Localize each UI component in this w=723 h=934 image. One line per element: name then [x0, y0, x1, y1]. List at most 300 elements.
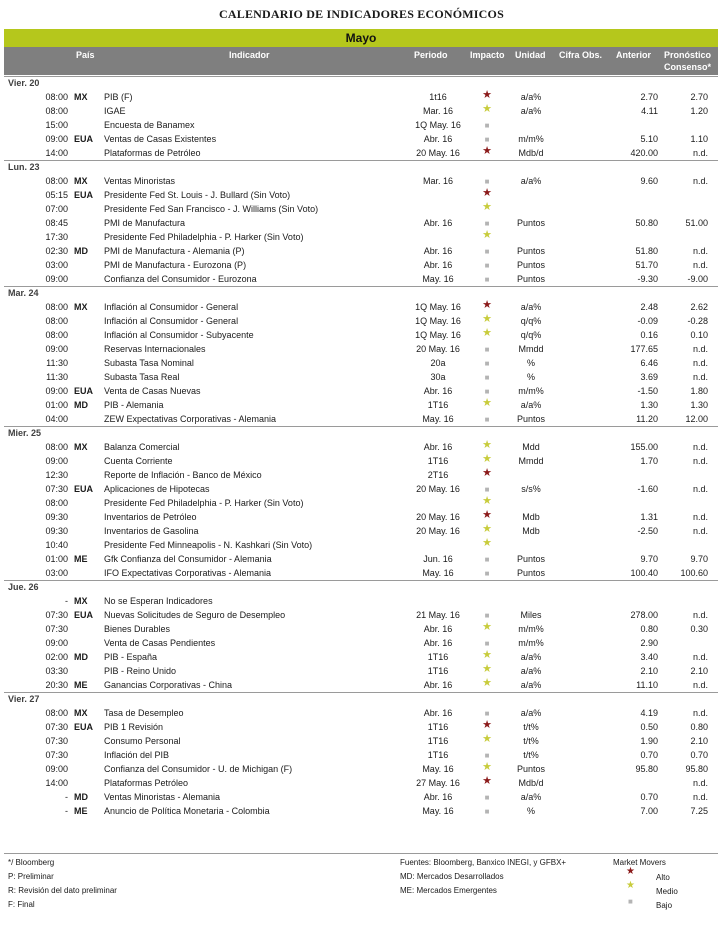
- table-row: [0, 720, 723, 734]
- time-cell: 10:40: [45, 540, 68, 550]
- day-label: Vier. 27: [8, 694, 40, 704]
- day-label: Vier. 20: [8, 78, 40, 88]
- day-divider: [4, 160, 718, 161]
- unit-cell: Puntos: [516, 246, 546, 256]
- country-cell: MX: [74, 708, 88, 718]
- header-anterior: Anterior: [616, 50, 652, 60]
- time-cell: -: [65, 792, 68, 802]
- unit-cell: Mmdd: [518, 344, 544, 354]
- header-pronostico: Pronóstico: [664, 50, 712, 60]
- page-title: CALENDARIO DE INDICADORES ECONÓMICOS: [219, 7, 504, 21]
- forecast-cell: 0.70: [690, 750, 708, 760]
- country-cell: EUA: [74, 610, 94, 620]
- unit-cell: Mdd: [522, 442, 540, 452]
- country-cell: MD: [74, 792, 88, 802]
- unit-cell: Puntos: [516, 274, 546, 284]
- table-row: [0, 804, 723, 818]
- day-section-header: [0, 286, 723, 300]
- table-row: [0, 468, 723, 482]
- calendar-table: [0, 76, 723, 818]
- time-cell: 11:30: [46, 358, 68, 368]
- indicator-cell: ZEW Expectativas Corporativas - Alemania: [104, 414, 277, 424]
- forecast-cell: n.d.: [692, 652, 708, 662]
- header-indicador: Indicador: [229, 50, 270, 60]
- impact-medium-star-icon: ★: [482, 649, 492, 661]
- table-row: [0, 790, 723, 804]
- impact-low-square-icon: ■: [484, 345, 490, 354]
- period-cell: 21 May. 16: [416, 610, 460, 620]
- indicator-cell: Venta de Casas Pendientes: [104, 638, 216, 648]
- period-cell: 27 May. 16: [416, 778, 460, 788]
- time-cell: 09:00: [45, 638, 68, 648]
- forecast-cell: 2.62: [690, 302, 708, 312]
- impact-low-square-icon: ■: [484, 793, 490, 802]
- table-row: [0, 356, 723, 370]
- previous-cell: 9.60: [640, 176, 658, 186]
- country-cell: MX: [74, 442, 88, 452]
- time-cell: 08:00: [45, 106, 68, 116]
- indicator-cell: PMI de Manufactura - Alemania (P): [104, 246, 245, 256]
- previous-cell: 0.70: [640, 792, 658, 802]
- unit-cell: t/t%: [523, 736, 539, 746]
- table-row: [0, 608, 723, 622]
- impact-low-square-icon: ■: [484, 261, 490, 270]
- indicator-cell: PMI de Manufactura: [104, 218, 186, 228]
- period-cell: 20 May. 16: [416, 344, 460, 354]
- period-cell: Jun. 16: [423, 554, 453, 564]
- indicator-cell: Subasta Tasa Nominal: [104, 358, 194, 368]
- forecast-cell: n.d.: [692, 526, 708, 536]
- impact-low-square-icon: ■: [484, 807, 490, 816]
- forecast-cell: n.d.: [692, 358, 708, 368]
- unit-cell: a/a%: [520, 106, 542, 116]
- impact-low-square-icon: ■: [484, 555, 490, 564]
- previous-cell: 1.90: [640, 736, 658, 746]
- indicator-cell: Presidente Fed St. Louis - J. Bullard (Sin Voto): [104, 190, 291, 200]
- period-cell: Abr. 16: [423, 442, 453, 452]
- period-cell: 20a: [430, 358, 446, 368]
- time-cell: 14:00: [45, 148, 68, 158]
- day-section-header: [0, 160, 723, 174]
- indicator-cell: Inventarios de Petróleo: [104, 512, 197, 522]
- indicator-cell: Inflación del PIB: [104, 750, 170, 760]
- time-cell: 07:30: [45, 736, 68, 746]
- indicator-cell: Inflación al Consumidor - General: [104, 302, 239, 312]
- day-label: Mar. 24: [8, 288, 39, 298]
- forecast-cell: n.d.: [692, 708, 708, 718]
- indicator-cell: PIB - Reino Unido: [104, 666, 177, 676]
- period-cell: Abr. 16: [423, 246, 453, 256]
- time-cell: 09:00: [45, 344, 68, 354]
- bajo-square-icon: ■: [628, 897, 633, 906]
- unit-cell: m/m%: [518, 638, 544, 648]
- period-cell: 1T16: [427, 456, 449, 466]
- market-movers-title: Market Movers: [613, 858, 666, 867]
- indicator-cell: Ganancias Corporativas - China: [104, 680, 233, 690]
- country-cell: EUA: [74, 484, 94, 494]
- day-divider: [4, 580, 718, 581]
- previous-cell: 0.70: [640, 750, 658, 760]
- forecast-cell: 9.70: [690, 554, 708, 564]
- note-bloomberg: */ Bloomberg: [8, 858, 55, 867]
- table-row: [0, 664, 723, 678]
- country-cell: MD: [74, 246, 88, 256]
- indicator-cell: Presidente Fed Minneapolis - N. Kashkari (Sin Voto): [104, 540, 313, 550]
- period-cell: 1Q May. 16: [415, 302, 461, 312]
- previous-cell: 4.19: [640, 708, 658, 718]
- forecast-cell: n.d.: [692, 792, 708, 802]
- time-cell: 03:00: [45, 260, 68, 270]
- medio-star-icon: ★: [626, 880, 635, 891]
- forecast-cell: 0.80: [690, 722, 708, 732]
- table-row: [0, 398, 723, 412]
- indicator-cell: No se Esperan Indicadores: [104, 596, 213, 606]
- indicator-cell: Reservas Internacionales: [104, 344, 206, 354]
- day-label: Mier. 25: [8, 428, 42, 438]
- medio-label: Medio: [656, 887, 678, 896]
- previous-cell: -2.50: [637, 526, 658, 536]
- time-cell: 11:30: [46, 372, 68, 382]
- unit-cell: Mmdd: [518, 456, 544, 466]
- previous-cell: 1.30: [640, 400, 658, 410]
- day-divider: [4, 76, 718, 77]
- country-cell: MX: [74, 596, 88, 606]
- forecast-cell: 2.70: [690, 92, 708, 102]
- forecast-cell: n.d.: [692, 680, 708, 690]
- forecast-cell: 7.25: [690, 806, 708, 816]
- unit-cell: q/q%: [520, 316, 542, 326]
- table-row: [0, 650, 723, 664]
- unit-cell: Mdb: [522, 526, 540, 536]
- table-header: [4, 47, 718, 75]
- impact-low-square-icon: ■: [484, 219, 490, 228]
- unit-cell: a/a%: [520, 666, 542, 676]
- table-row: [0, 594, 723, 608]
- day-divider: [4, 692, 718, 693]
- table-row: [0, 300, 723, 314]
- forecast-cell: -9.00: [687, 274, 708, 284]
- table-row: [0, 706, 723, 720]
- period-cell: Abr. 16: [423, 260, 453, 270]
- alto-label: Alto: [656, 873, 670, 882]
- impact-medium-star-icon: ★: [482, 761, 492, 773]
- time-cell: 09:00: [45, 764, 68, 774]
- previous-cell: 50.80: [635, 218, 658, 228]
- previous-cell: 1.31: [640, 512, 658, 522]
- impact-low-square-icon: ■: [484, 121, 490, 130]
- table-row: [0, 440, 723, 454]
- indicator-cell: Nuevas Solicitudes de Seguro de Desempleo: [104, 610, 286, 620]
- time-cell: 07:30: [45, 484, 68, 494]
- time-cell: 20:30: [45, 680, 68, 690]
- unit-cell: q/q%: [520, 330, 542, 340]
- forecast-cell: 1.10: [690, 134, 708, 144]
- time-cell: 09:00: [45, 456, 68, 466]
- table-row: [0, 412, 723, 426]
- time-cell: 03:00: [45, 568, 68, 578]
- header-periodo: Periodo: [414, 50, 448, 60]
- impact-low-square-icon: ■: [484, 247, 490, 256]
- indicator-cell: Subasta Tasa Real: [104, 372, 180, 382]
- table-row: [0, 762, 723, 776]
- indicator-cell: Plataformas Petróleo: [104, 778, 189, 788]
- previous-cell: 3.69: [640, 372, 658, 382]
- forecast-cell: 1.20: [690, 106, 708, 116]
- impact-low-square-icon: ■: [484, 751, 490, 760]
- table-row: [0, 538, 723, 552]
- indicator-cell: Encuesta de Banamex: [104, 120, 195, 130]
- forecast-cell: n.d.: [692, 456, 708, 466]
- indicator-cell: Ventas Minoristas: [104, 176, 176, 186]
- country-cell: MX: [74, 302, 88, 312]
- previous-cell: 51.70: [635, 260, 658, 270]
- unit-cell: a/a%: [520, 652, 542, 662]
- table-row: [0, 314, 723, 328]
- unit-cell: Puntos: [516, 260, 546, 270]
- period-cell: 1Q May. 16: [415, 316, 461, 326]
- previous-cell: 420.00: [630, 148, 658, 158]
- impact-high-star-icon: ★: [482, 89, 492, 101]
- alto-star-icon: ★: [626, 866, 635, 877]
- period-cell: Mar. 16: [422, 176, 453, 186]
- country-cell: MX: [74, 92, 88, 102]
- period-cell: Abr. 16: [423, 792, 453, 802]
- indicator-cell: Presidente Fed San Francisco - J. Williams (Sin Voto): [104, 204, 319, 214]
- footer-divider: [4, 853, 718, 854]
- table-row: [0, 552, 723, 566]
- previous-cell: 2.70: [640, 92, 658, 102]
- previous-cell: 4.11: [641, 106, 658, 116]
- impact-high-star-icon: ★: [482, 719, 492, 731]
- header-consenso: Consenso*: [664, 62, 712, 72]
- forecast-cell: -0.28: [687, 316, 708, 326]
- indicator-cell: Reporte de Inflación - Banco de México: [104, 470, 262, 480]
- me-legend: ME: Mercados Emergentes: [400, 886, 497, 895]
- indicator-cell: Inflación al Consumidor - Subyacente: [104, 330, 254, 340]
- table-row: [0, 622, 723, 636]
- unit-cell: m/m%: [518, 624, 544, 634]
- previous-cell: 0.16: [640, 330, 658, 340]
- impact-medium-star-icon: ★: [482, 537, 492, 549]
- table-row: [0, 734, 723, 748]
- time-cell: 08:45: [45, 218, 68, 228]
- impact-high-star-icon: ★: [482, 299, 492, 311]
- unit-cell: m/m%: [518, 386, 544, 396]
- table-row: [0, 510, 723, 524]
- time-cell: 04:00: [45, 414, 68, 424]
- previous-cell: 11.20: [636, 414, 658, 424]
- previous-cell: 0.50: [640, 722, 658, 732]
- indicator-cell: Gfk Confianza del Consumidor - Alemania: [104, 554, 272, 564]
- header-unidad: Unidad: [515, 50, 546, 60]
- impact-low-square-icon: ■: [484, 135, 490, 144]
- time-cell: 14:00: [45, 778, 68, 788]
- impact-medium-star-icon: ★: [482, 327, 492, 339]
- time-cell: 08:00: [45, 92, 68, 102]
- previous-cell: -1.60: [637, 484, 658, 494]
- forecast-cell: 1.80: [690, 386, 708, 396]
- sources-text: Fuentes: Bloomberg, Banxico INEGI, y GFBX+: [400, 858, 567, 867]
- forecast-cell: 0.10: [690, 330, 708, 340]
- impact-low-square-icon: ■: [484, 709, 490, 718]
- time-cell: 08:00: [45, 442, 68, 452]
- unit-cell: Puntos: [516, 554, 546, 564]
- table-row: [0, 258, 723, 272]
- day-section-header: [0, 426, 723, 440]
- table-row: [0, 230, 723, 244]
- previous-cell: 155.00: [630, 442, 658, 452]
- indicator-cell: PIB - España: [104, 652, 158, 662]
- period-cell: 1t16: [429, 92, 447, 102]
- table-row: [0, 188, 723, 202]
- previous-cell: 2.48: [640, 302, 658, 312]
- table-row: [0, 678, 723, 692]
- previous-cell: 2.10: [640, 666, 658, 676]
- forecast-cell: n.d.: [692, 260, 708, 270]
- indicator-cell: Anuncio de Política Monetaria - Colombia: [104, 806, 270, 816]
- period-cell: Abr. 16: [423, 134, 453, 144]
- period-cell: 1Q May. 16: [415, 120, 461, 130]
- indicator-cell: PIB 1 Revisión: [104, 722, 164, 732]
- time-cell: 07:30: [45, 624, 68, 634]
- table-row: [0, 482, 723, 496]
- indicator-cell: Presidente Fed Philadelphia - P. Harker (Sin Voto): [104, 232, 304, 242]
- table-row: [0, 174, 723, 188]
- indicator-cell: Ventas Minoristas - Alemania: [104, 792, 221, 802]
- time-cell: 17:30: [45, 232, 68, 242]
- period-cell: Abr. 16: [423, 680, 453, 690]
- table-row: [0, 454, 723, 468]
- country-cell: MD: [74, 652, 88, 662]
- time-cell: 02:30: [45, 246, 68, 256]
- indicator-cell: Inflación al Consumidor - General: [104, 316, 239, 326]
- table-row: [0, 636, 723, 650]
- period-cell: 1T16: [427, 400, 449, 410]
- indicator-cell: Consumo Personal: [104, 736, 181, 746]
- period-cell: Abr. 16: [423, 638, 453, 648]
- indicator-cell: IFO Expectativas Corporativas - Alemania: [104, 568, 272, 578]
- impact-high-star-icon: ★: [482, 145, 492, 157]
- day-label: Lun. 23: [8, 162, 40, 172]
- impact-medium-star-icon: ★: [482, 663, 492, 675]
- indicator-cell: Confianza del Consumidor - U. de Michigan (F): [104, 764, 293, 774]
- time-cell: 09:30: [45, 526, 68, 536]
- note-final: F: Final: [8, 900, 35, 909]
- country-cell: EUA: [74, 134, 94, 144]
- table-row: [0, 244, 723, 258]
- time-cell: 08:00: [45, 708, 68, 718]
- unit-cell: %: [526, 358, 535, 368]
- header-impacto: Impacto: [470, 50, 505, 60]
- impact-low-square-icon: ■: [484, 569, 490, 578]
- country-cell: MX: [74, 176, 88, 186]
- day-section-header: [0, 76, 723, 90]
- forecast-cell: n.d.: [692, 344, 708, 354]
- period-cell: 1T16: [427, 652, 449, 662]
- impact-medium-star-icon: ★: [482, 523, 492, 535]
- time-cell: 07:30: [45, 610, 68, 620]
- unit-cell: Puntos: [516, 414, 546, 424]
- unit-cell: a/a%: [520, 302, 542, 312]
- impact-low-square-icon: ■: [484, 359, 490, 368]
- impact-medium-star-icon: ★: [482, 495, 492, 507]
- table-row: [0, 104, 723, 118]
- period-cell: May. 16: [422, 764, 454, 774]
- day-section-header: [0, 580, 723, 594]
- impact-low-square-icon: ■: [484, 415, 490, 424]
- unit-cell: m/m%: [518, 134, 544, 144]
- table-row: [0, 202, 723, 216]
- previous-cell: 51.80: [635, 246, 658, 256]
- bajo-label: Bajo: [656, 901, 673, 910]
- time-cell: 09:00: [45, 386, 68, 396]
- indicator-cell: Balanza Comercial: [104, 442, 180, 452]
- indicator-cell: Ventas de Casas Existentes: [104, 134, 217, 144]
- period-cell: Abr. 16: [423, 386, 453, 396]
- table-row: [0, 272, 723, 286]
- time-cell: 08:00: [45, 176, 68, 186]
- period-cell: Abr. 16: [423, 218, 453, 228]
- forecast-cell: 0.30: [690, 624, 708, 634]
- impact-high-star-icon: ★: [482, 467, 492, 479]
- unit-cell: %: [526, 372, 535, 382]
- table-row: [0, 216, 723, 230]
- forecast-cell: n.d.: [692, 778, 708, 788]
- previous-cell: 1.70: [640, 456, 658, 466]
- country-cell: EUA: [74, 190, 94, 200]
- time-cell: 01:00: [45, 400, 68, 410]
- unit-cell: a/a%: [520, 176, 542, 186]
- country-cell: EUA: [74, 386, 94, 396]
- previous-cell: -9.30: [637, 274, 658, 284]
- forecast-cell: n.d.: [692, 372, 708, 382]
- previous-cell: 7.00: [640, 806, 658, 816]
- unit-cell: s/s%: [521, 484, 541, 494]
- time-cell: 07:00: [45, 204, 68, 214]
- period-cell: 20 May. 16: [416, 148, 460, 158]
- table-row: [0, 146, 723, 160]
- forecast-cell: 51.00: [685, 218, 708, 228]
- unit-cell: Miles: [520, 610, 542, 620]
- unit-cell: a/a%: [520, 792, 542, 802]
- previous-cell: 6.46: [640, 358, 658, 368]
- indicator-cell: IGAE: [104, 106, 126, 116]
- unit-cell: a/a%: [520, 400, 542, 410]
- indicator-cell: PIB (F): [104, 92, 133, 102]
- time-cell: 01:00: [45, 554, 68, 564]
- period-cell: 2T16: [427, 470, 449, 480]
- period-cell: May. 16: [422, 568, 454, 578]
- impact-low-square-icon: ■: [484, 373, 490, 382]
- forecast-cell: n.d.: [692, 512, 708, 522]
- forecast-cell: n.d.: [692, 484, 708, 494]
- impact-high-star-icon: ★: [482, 187, 492, 199]
- impact-medium-star-icon: ★: [482, 453, 492, 465]
- country-cell: MD: [74, 400, 88, 410]
- table-row: [0, 524, 723, 538]
- period-cell: May. 16: [422, 274, 454, 284]
- indicator-cell: Venta de Casas Nuevas: [104, 386, 201, 396]
- forecast-cell: 100.60: [680, 568, 708, 578]
- forecast-cell: n.d.: [692, 148, 708, 158]
- forecast-cell: 2.10: [690, 666, 708, 676]
- impact-low-square-icon: ■: [484, 177, 490, 186]
- time-cell: 08:00: [45, 498, 68, 508]
- previous-cell: -0.09: [637, 316, 658, 326]
- time-cell: 07:30: [45, 722, 68, 732]
- forecast-cell: 95.80: [685, 764, 708, 774]
- time-cell: 03:30: [45, 666, 68, 676]
